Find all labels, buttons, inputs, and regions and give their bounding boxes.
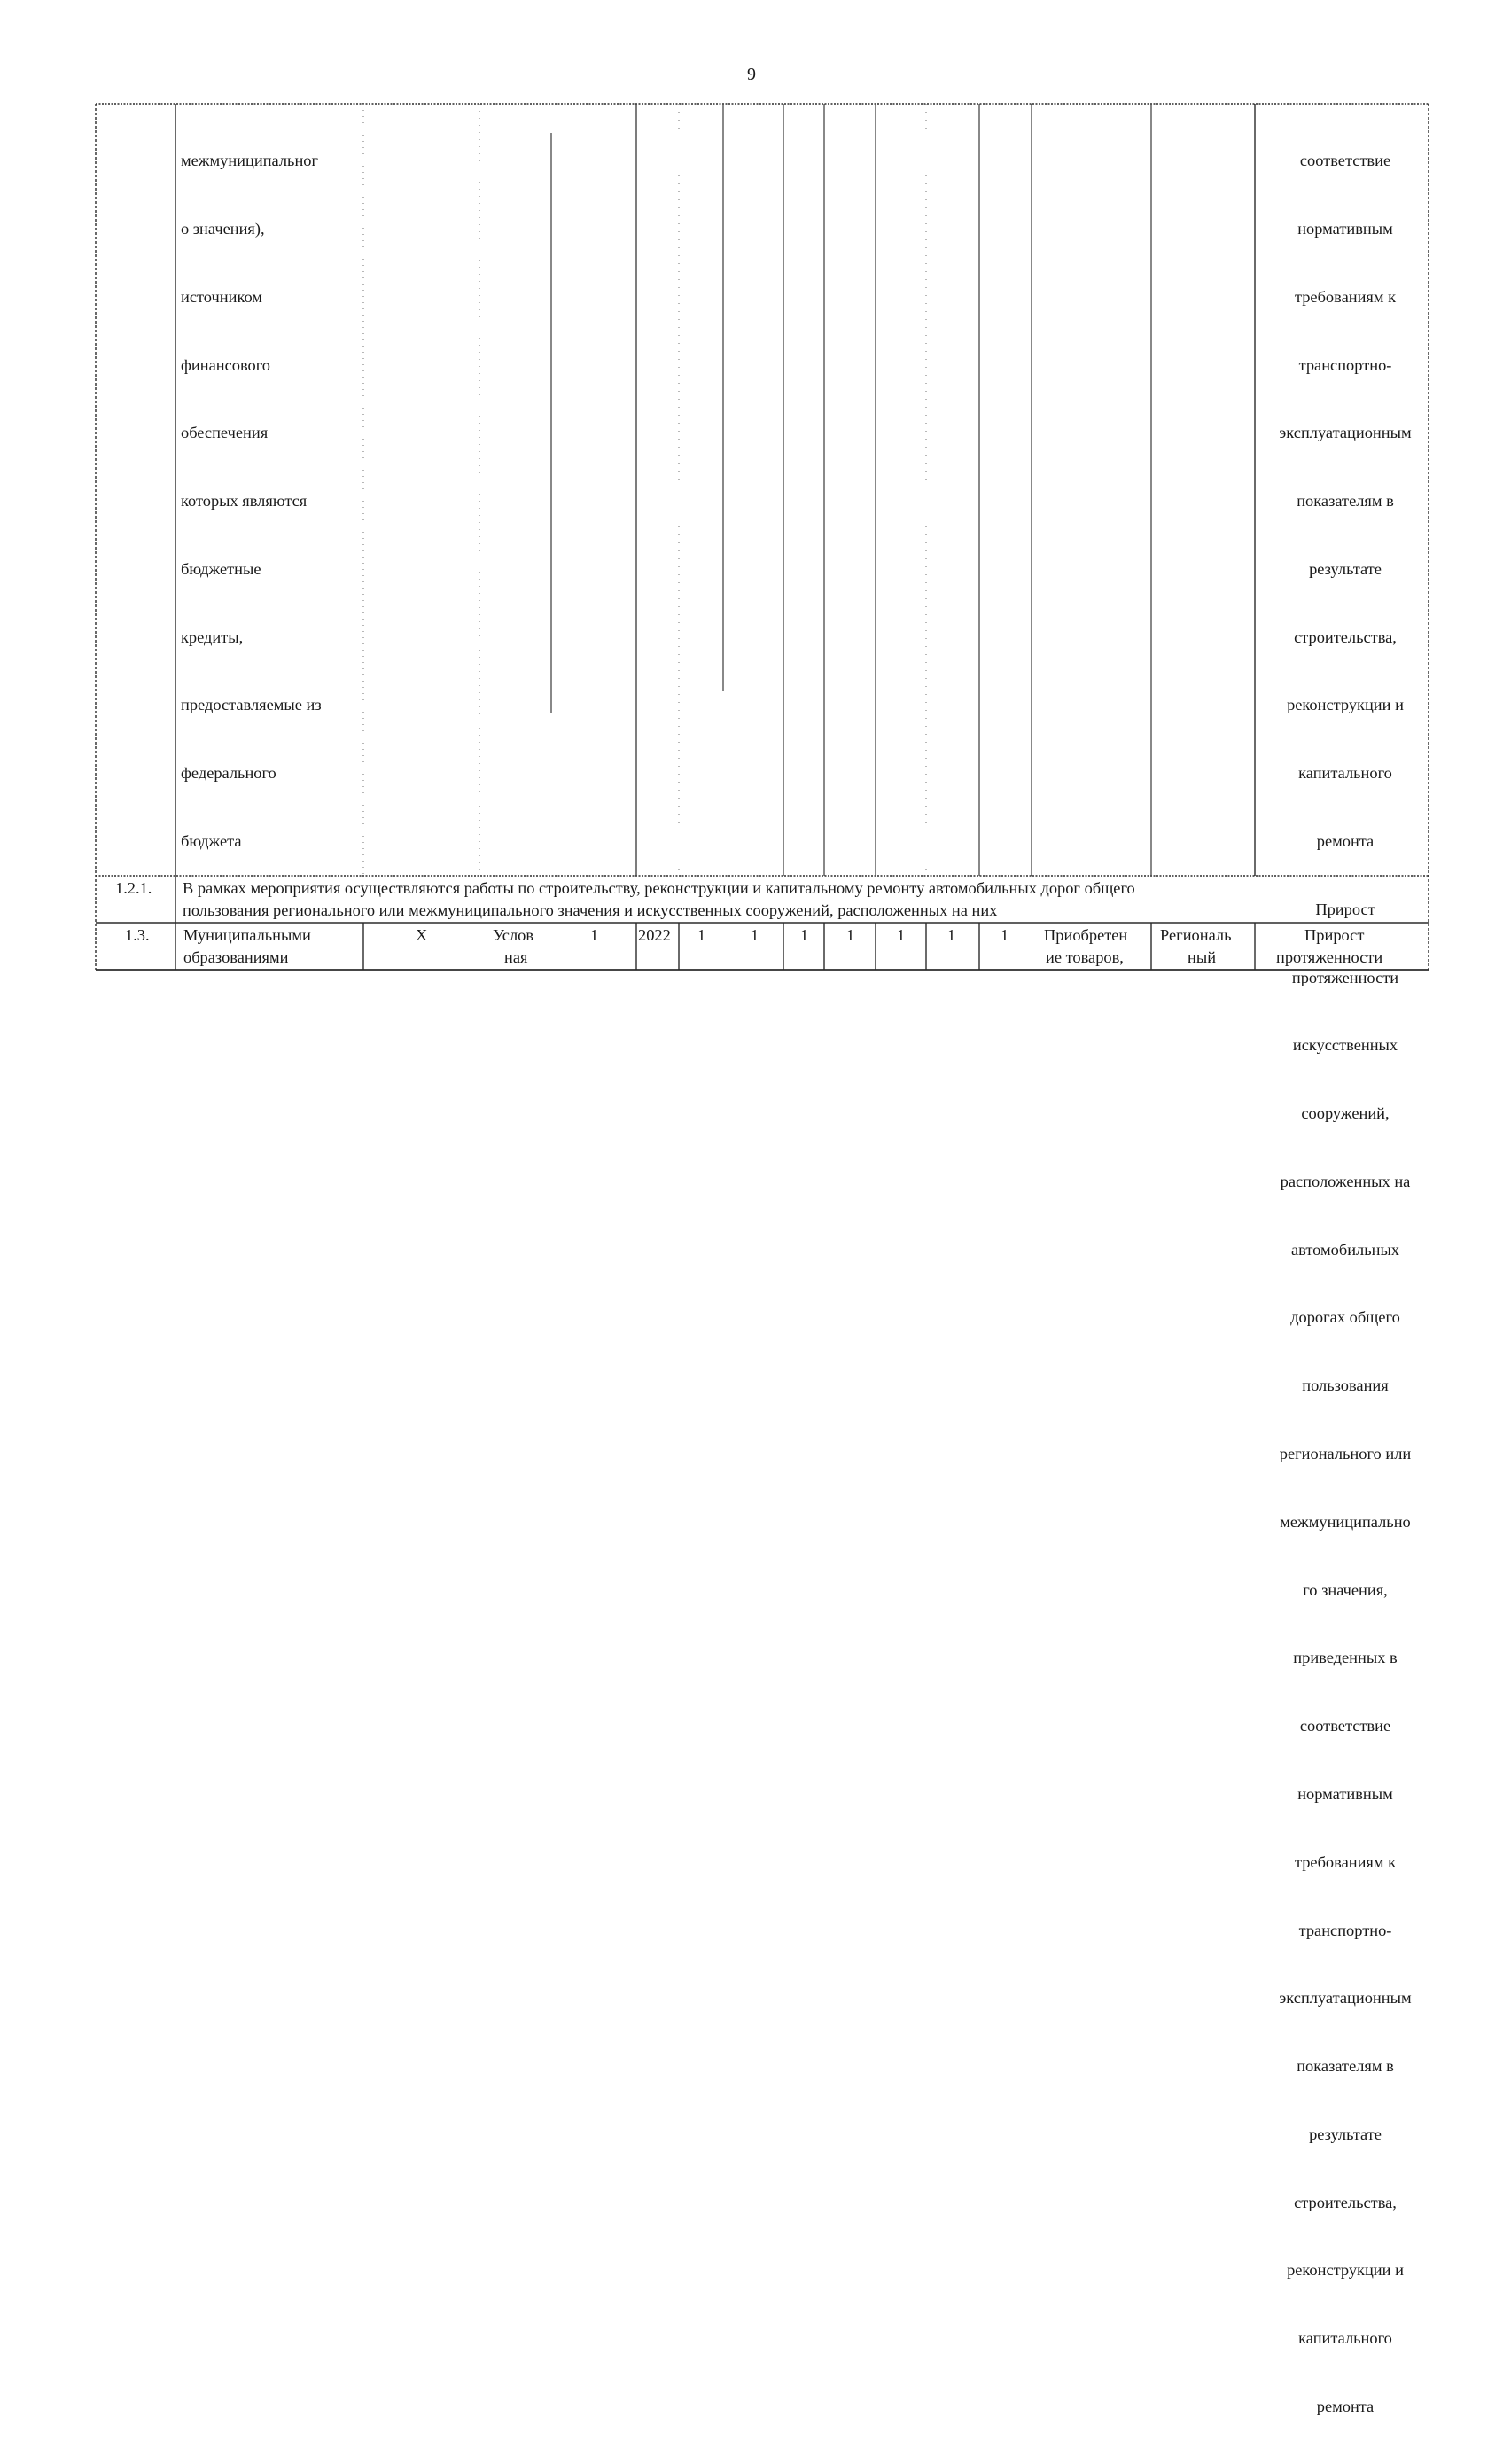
indicator-line: строительства, bbox=[1294, 628, 1397, 646]
row-1-2-1-text-line: пользования регионального или межмуниципального значения и искусственных сооружений, расположенных на них bbox=[183, 901, 998, 919]
description-line: межмуниципальног bbox=[181, 152, 319, 170]
indicator-line: ремонта bbox=[1316, 832, 1375, 850]
row-1-3-cell: 1 bbox=[846, 926, 855, 944]
description-line: источником bbox=[181, 287, 262, 306]
indicator-line: регионального или bbox=[1279, 1445, 1412, 1463]
indicator-line: капитального bbox=[1298, 764, 1392, 783]
description-line: бюджетные bbox=[181, 559, 261, 578]
description-line: федерального bbox=[181, 764, 276, 783]
page-number: 9 bbox=[747, 65, 756, 84]
row-number-1-3: 1.3. bbox=[125, 926, 150, 944]
row-1-2-1-text-line: В рамках мероприятия осуществляются работы по строительству, реконструкции и капитальному ремонту автомобильных дорог общего bbox=[183, 879, 1135, 897]
indicator-line: нормативным bbox=[1297, 219, 1393, 238]
indicator-line: транспортно- bbox=[1298, 355, 1392, 374]
row-1-3-cell: Прирост bbox=[1304, 926, 1365, 944]
indicator-line: го значения, bbox=[1303, 1580, 1388, 1599]
indicator-line: пользования bbox=[1302, 1376, 1389, 1395]
indicator-line: реконструкции и bbox=[1287, 2261, 1404, 2280]
indicator-cell bbox=[1260, 105, 1430, 2464]
row-1-3-cell: 1 bbox=[751, 926, 759, 944]
indicator-line: автомобильных bbox=[1290, 1240, 1400, 1259]
indicator-line: транспортно- bbox=[1298, 1921, 1392, 1939]
row-1-3-cell: протяженности bbox=[1276, 948, 1383, 966]
indicator-line: результате bbox=[1309, 2125, 1382, 2143]
indicator-line: Прирост bbox=[1315, 900, 1375, 918]
indicator-line: требованиям к bbox=[1294, 1852, 1397, 1871]
description-line: кредиты, bbox=[181, 628, 244, 646]
row-number-1-2-1: 1.2.1. bbox=[115, 879, 152, 897]
row-1-3-name-line: Муниципальными bbox=[183, 926, 311, 944]
indicator-line: показателям в bbox=[1297, 492, 1394, 511]
row-1-3-name-line: образованиями bbox=[183, 948, 289, 966]
indicator-line: соответствие bbox=[1299, 152, 1391, 170]
row-1-3-cell: 1 bbox=[800, 926, 809, 944]
indicator-line: ремонта bbox=[1316, 2397, 1375, 2415]
indicator-line: требованиям к bbox=[1294, 287, 1397, 306]
indicator-line: строительства, bbox=[1294, 2193, 1397, 2211]
indicator-line: результате bbox=[1309, 559, 1382, 578]
description-line: обеспечения bbox=[181, 424, 269, 442]
row-1-3-cell: Региональ bbox=[1160, 926, 1232, 944]
row-1-3-cell: ный bbox=[1188, 948, 1217, 966]
indicator-line: эксплуатационным bbox=[1279, 1989, 1412, 2008]
description-line: о значения), bbox=[181, 219, 265, 238]
row-1-3-cell: 2022 bbox=[638, 926, 671, 944]
description-line: бюджета bbox=[181, 832, 242, 850]
row-1-3-cell: Услов bbox=[493, 926, 534, 944]
row-1-3-cell: 1 bbox=[897, 926, 906, 944]
row-1-3-cell: 1 bbox=[947, 926, 956, 944]
indicator-line: соответствие bbox=[1299, 1717, 1391, 1735]
row-1-3-cell: 1 bbox=[697, 926, 706, 944]
indicator-line: протяженности bbox=[1291, 968, 1399, 986]
indicator-line: реконструкции и bbox=[1287, 696, 1404, 714]
description-line: которых являются bbox=[181, 492, 308, 511]
indicator-line: эксплуатационным bbox=[1279, 424, 1412, 442]
row-1-3-cell: X bbox=[416, 926, 428, 944]
indicator-line: нормативным bbox=[1297, 1784, 1393, 1803]
indicator-line: искусственных bbox=[1292, 1036, 1398, 1055]
description-line: финансового bbox=[181, 355, 270, 374]
description-cell bbox=[181, 105, 322, 899]
row-1-3-cell: 1 bbox=[590, 926, 599, 944]
indicator-line: показателям в bbox=[1297, 2057, 1394, 2076]
indicator-line: расположенных на bbox=[1280, 1172, 1411, 1190]
row-1-3-cell: Приобретен bbox=[1044, 926, 1128, 944]
row-1-3-cell: ная bbox=[504, 948, 528, 966]
description-line: предоставляемые из bbox=[181, 696, 322, 714]
indicator-line: приведенных в bbox=[1293, 1649, 1398, 1667]
indicator-line: дорогах общего bbox=[1290, 1308, 1400, 1327]
row-1-3-cell: 1 bbox=[1001, 926, 1009, 944]
row-1-3-cell: ие товаров, bbox=[1046, 948, 1124, 966]
indicator-line: сооружений, bbox=[1301, 1104, 1390, 1123]
indicator-line: межмуниципально bbox=[1280, 1512, 1411, 1531]
indicator-line: капитального bbox=[1298, 2329, 1392, 2348]
